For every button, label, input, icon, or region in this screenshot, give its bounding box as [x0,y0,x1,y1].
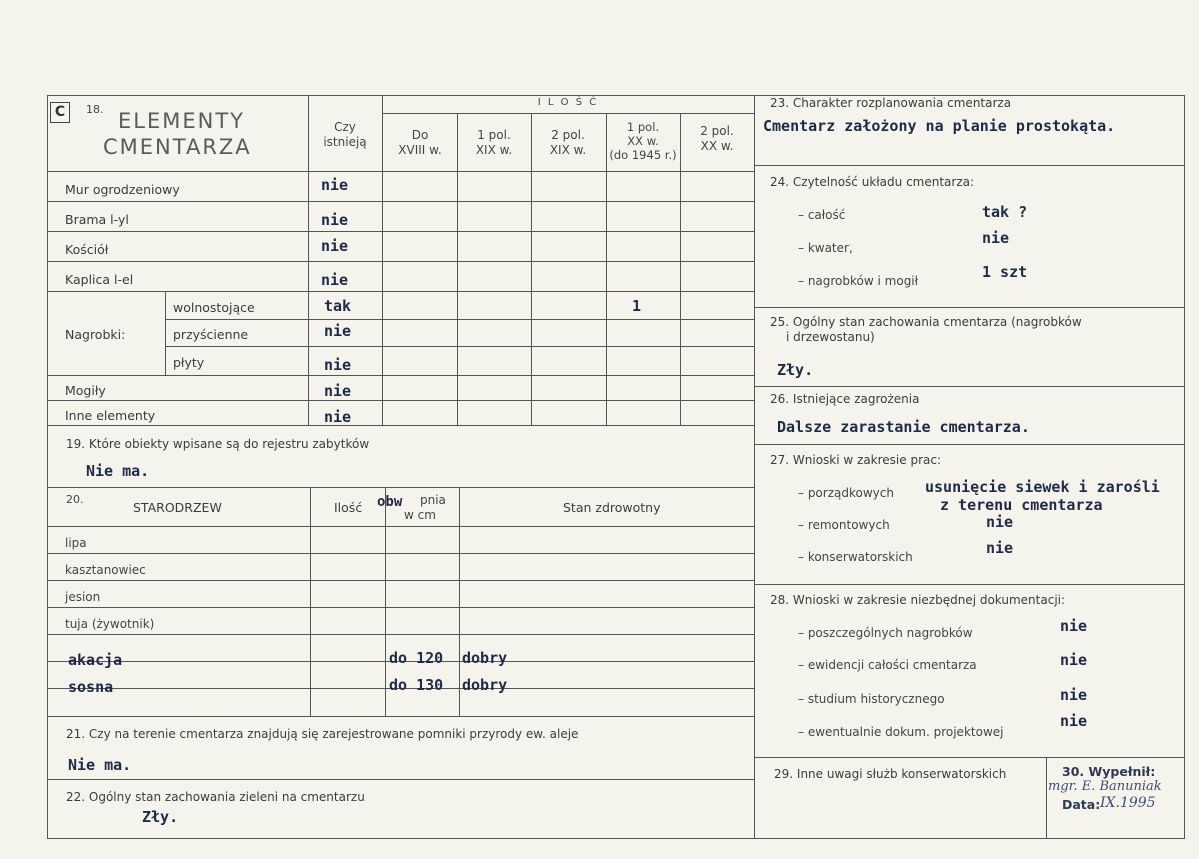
s23-label: 23. Charakter rozplanowania cmentarza [770,96,1012,110]
s29-label: 29. Inne uwagi służb konserwatorskich [774,767,1007,781]
s18-col-header-5: 2 pol. XX w. [700,124,734,153]
s18-col-exists-header: Czy istnieją [323,120,367,149]
s28-item-value: nie [1060,651,1088,669]
s28-item-value: nie [1060,686,1088,704]
s30-label: 30. Wypełnił: [1062,764,1156,779]
row-label-przyscienne: przyścienne [173,327,249,342]
s24-kwater-label: – kwater, [798,241,853,255]
row-label-brama: Brama l-yl [65,212,129,227]
s18-row-line [47,231,754,232]
row-label-kosciol: Kościół [65,242,109,257]
s28-item-label: – ewentualnie dokum. projektowej [798,725,1004,739]
s20-bottom [47,716,754,717]
s19-label: 19. Które obiekty wpisane są do rejestru zabytków [66,437,370,451]
s20-title: STARODRZEW [133,500,222,515]
s20-col-line [385,487,386,716]
s30-signature: mgr. E. Banuniak [1048,779,1162,794]
s30-date-label: Data: [1062,797,1101,812]
row-value-plyty: nie [324,356,352,374]
s18-ilosc-line [382,113,754,114]
s27-kons-label: – konserwatorskich [798,550,913,564]
tree-stan: dobry [462,676,508,694]
s20-col-obw-2: w cm [404,508,436,522]
s20-col-stan: Stan zdrowotny [563,500,661,515]
s18-col-line [531,113,532,425]
s18-col-header-2: 1 pol. XIX w. [475,128,513,157]
border-right [1184,95,1185,838]
s24-nagrobkow-label: – nagrobków i mogił [798,274,919,288]
row-value-mur: nie [321,176,349,194]
row-value-wolnostojace: tak [324,297,352,315]
s27-label: 27. Wnioski w zakresie prac: [770,453,942,467]
s20-row-line [47,607,754,608]
s18-title-line2: CMENTARZA [103,135,252,159]
row-label-kaplica: Kaplica l-el [65,272,134,287]
tree-stan: dobry [462,649,508,667]
s20-col-obw-typed: obw [377,494,403,510]
s18-row-line [47,261,754,262]
s18-row-line [47,425,754,426]
row-label-nagrobki: Nagrobki: [65,327,126,342]
s27-remont-label: – remontowych [798,518,890,532]
s20-header-line [47,526,754,527]
s26-label: 26. Istniejące zagrożenia [770,392,920,406]
s25-bottom [754,386,1184,387]
tree-obw: do 130 [389,676,444,694]
s28-item-value: nie [1060,617,1088,635]
s18-row-line [47,171,754,172]
row-value-inne: nie [324,408,352,426]
s21-value: Nie ma. [68,756,132,774]
row-label-mogily: Mogiły [65,383,106,398]
s23-value: Cmentarz założony na planie prostokąta. [763,117,1116,135]
tree-name-typed: sosna [68,678,114,696]
section-code-box: C [50,102,70,123]
border-left [47,95,48,838]
s18-title-line1: ELEMENTY [118,109,245,133]
s20-number: 20. [66,493,84,506]
row-value-brama: nie [321,211,349,229]
row-value-kaplica: nie [321,271,349,289]
tree-name: jesion [65,590,101,604]
row-qty-wolnostojace-xx1: 1 [632,297,642,315]
s18-row-line [47,291,754,292]
s26-value: Dalsze zarastanie cmentarza. [777,418,1030,436]
row-value-kosciol: nie [321,237,349,255]
row-label-mur: Mur ogrodzeniowy [65,182,180,197]
s18-row-line [47,201,754,202]
tree-name: kasztanowiec [65,563,146,577]
s24-kwater-value: nie [982,229,1010,247]
s28-bottom [754,757,1184,758]
s25-label-1: 25. Ogólny stan zachowania cmentarza (nagrobków [770,315,1082,329]
tree-name: tuja (żywotnik) [65,617,155,631]
s18-col-line [680,113,681,425]
s20-row-line [47,580,754,581]
border-top [47,95,1185,96]
row-label-plyty: płyty [173,355,205,370]
s27-porz-label: – porządkowych [798,486,894,500]
border-bottom [47,838,1185,839]
s20-row-line [47,553,754,554]
s24-calosc-label: – całość [798,208,846,222]
s27-remont-value: nie [986,513,1014,531]
s18-row-line [47,375,754,376]
s18-row-line [165,319,754,320]
s19-value: Nie ma. [86,462,150,480]
row-label-inne: Inne elementy [65,408,156,423]
tree-obw: do 120 [389,649,444,667]
s22-value: Zły. [142,808,179,826]
s18-row-line [47,400,754,401]
s18-col-header-3: 2 pol. XIX w. [549,128,587,157]
s24-label: 24. Czytelność układu cmentarza: [770,175,975,189]
s24-bottom [754,307,1184,308]
s29-s30-divider [1046,757,1047,838]
tree-name-typed: akacja [68,651,123,669]
row-value-przyscienne: nie [324,322,352,340]
s27-porz-value-2: z terenu cmentarza [940,496,1103,514]
s26-bottom [754,444,1184,445]
s20-col-line [310,487,311,716]
row-label-wolnostojace: wolnostojące [173,300,255,315]
s18-col-header-1: Do XVIII w. [398,128,442,157]
s27-kons-value: nie [986,539,1014,557]
s20-col-line [459,487,460,716]
s21-bottom [47,779,754,780]
s18-row-line [165,346,754,347]
s20-col-ilosc: Ilość [334,500,363,515]
s22-label: 22. Ogólny stan zachowania zieleni na cmentarzu [66,790,365,804]
tree-name: lipa [65,536,87,550]
row-value-mogily: nie [324,382,352,400]
s21-label: 21. Czy na terenie cmentarza znajdują się zarejestrowane pomniki przyrody ew. aleje [66,727,579,741]
s30-date: IX.1995 [1100,795,1156,811]
s24-nagrobkow-value: 1 szt [982,263,1028,281]
s25-label-2: i drzewostanu) [786,330,875,344]
s28-item-label: – ewidencji całości cmentarza [798,658,977,672]
s27-bottom [754,584,1184,585]
s28-item-label: – poszczególnych nagrobków [798,626,973,640]
s20-col-obw-1: pnia [420,493,446,507]
s28-label: 28. Wnioski w zakresie niezbędnej dokumentacji: [770,593,1066,607]
s23-bottom [754,165,1184,166]
s24-calosc-value: tak ? [982,203,1028,221]
s18-col-header-4: 1 pol. XX w. (do 1945 r.) [609,120,677,162]
s18-nagrobki-line [165,291,166,375]
s19-bottom [47,487,754,488]
s28-item-value: nie [1060,712,1088,730]
s18-col-line [457,113,458,425]
s28-item-label: – studium historycznego [798,692,945,706]
middle-divider [754,95,755,838]
s20-row-line [47,634,754,635]
s25-value: Zły. [777,361,814,379]
s18-number: 18. [86,103,104,116]
s27-porz-value-1: usunięcie siewek i zarośli [925,478,1160,496]
s18-ilosc-header: I L O Ś Ć [537,97,599,108]
